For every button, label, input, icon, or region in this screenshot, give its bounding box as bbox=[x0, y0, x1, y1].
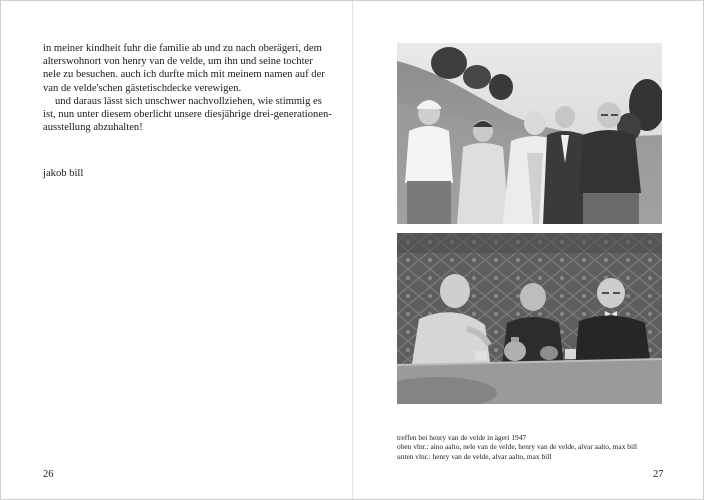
body-text bbox=[43, 42, 333, 134]
group-photo-outdoor bbox=[397, 43, 662, 224]
author-signature: jakob bill bbox=[43, 168, 84, 179]
photo-caption bbox=[397, 433, 677, 461]
paragraph-2: und daraus lässt sich unschwer nachvollziehen, wie stimmig es ist, nun unter diesem oberlicht unsere diesjährige drei-generationen-ausstellung abzuhalten! bbox=[43, 95, 332, 134]
group-photo-table bbox=[397, 233, 662, 404]
caption-line-3: unten vlnr.: henry van de velde, alvar aalto, max bill bbox=[397, 451, 552, 461]
page-number-right: 27 bbox=[653, 469, 664, 480]
caption-line-2: oben vlnr.: aino aalto, nele van de velde, henry van de velde, alvar aalto, max bill bbox=[397, 442, 638, 452]
group-photo-table-illustration bbox=[397, 233, 662, 404]
caption-line-1: treffen bei henry van de velde in ägeri 1947 bbox=[397, 433, 527, 442]
group-photo-outdoor-illustration bbox=[397, 43, 662, 224]
paragraph-1: in meiner kindheit fuhr die familie ab und zu nach oberägeri, dem alterswohnort von henry van de velde, um ihn und seine tochter nele zu besuchen. auch ich durfte mich mit meinem namen auf der van de velde'schen gästetischdecke verewigen. bbox=[43, 43, 325, 94]
page-gutter bbox=[352, 1, 353, 499]
page-number-left: 26 bbox=[43, 469, 54, 480]
